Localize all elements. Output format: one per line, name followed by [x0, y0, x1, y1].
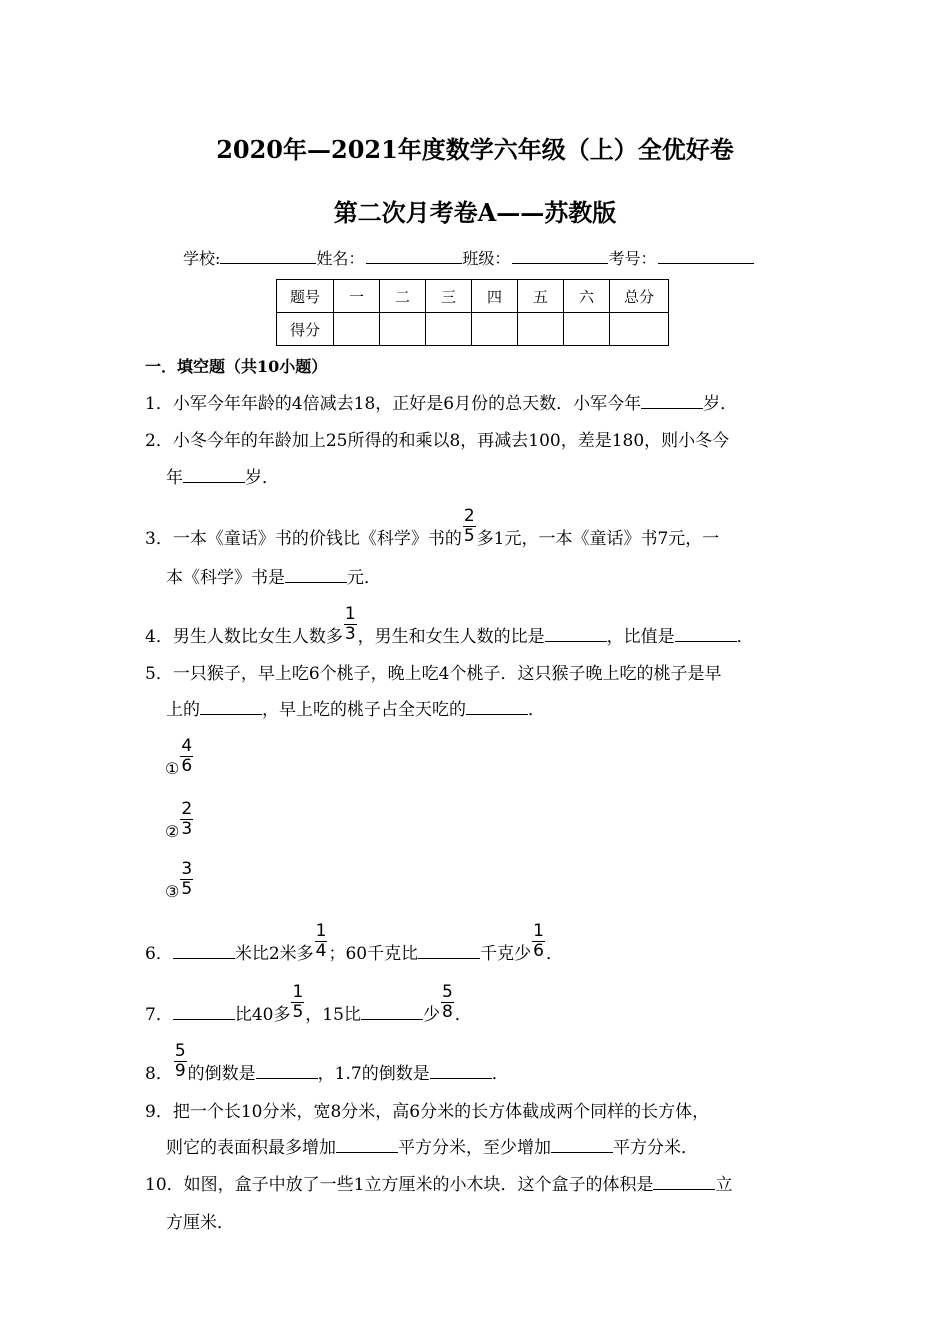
exam-subtitle: 第二次月考卷A——苏教版	[333, 198, 617, 227]
answer-blank[interactable]	[430, 1064, 492, 1079]
fraction-denominator: 5	[181, 879, 193, 899]
question-5-line2	[166, 695, 545, 720]
answer-blank[interactable]	[551, 1138, 613, 1153]
question-text: 米比2米多	[234, 944, 314, 964]
question-text: ，男生和女生人数的比是	[357, 627, 545, 647]
score-header-cell: 三	[426, 280, 472, 313]
question-text: ，比值是	[606, 627, 675, 647]
fraction-numerator: 4	[181, 736, 193, 756]
score-table-score-row	[277, 313, 669, 346]
score-cell[interactable]	[518, 313, 564, 346]
fraction-denominator: 8	[441, 1002, 453, 1022]
question-text: 6．	[145, 944, 173, 964]
question-text: ；60千克比	[328, 944, 419, 964]
fraction-denominator: 3	[344, 624, 356, 644]
fraction-numerator: 1	[315, 921, 327, 941]
school-blank[interactable]	[220, 249, 316, 264]
question-text: 少	[422, 1005, 440, 1025]
fraction-denominator: 5	[292, 1002, 304, 1022]
section-title: 一．填空题（共10小题）	[145, 357, 328, 376]
answer-blank[interactable]	[336, 1138, 398, 1153]
fraction-denominator: 6	[533, 941, 544, 961]
score-row-label: 得分	[277, 313, 334, 346]
question-text: 年	[166, 468, 183, 488]
question-5	[145, 659, 721, 684]
score-cell[interactable]	[610, 313, 669, 346]
name-blank[interactable]	[366, 249, 462, 264]
answer-blank[interactable]	[183, 468, 245, 483]
answer-blank[interactable]	[653, 1175, 715, 1190]
fraction-numerator: 1	[533, 921, 544, 941]
answer-blank[interactable]	[675, 627, 737, 642]
score-table-header-row	[277, 280, 669, 313]
option-1[interactable]	[165, 736, 194, 789]
answer-blank[interactable]	[256, 1064, 318, 1079]
question-text: ，1.7的倒数是	[317, 1064, 430, 1084]
answer-blank[interactable]	[200, 700, 262, 715]
question-text: 千克少	[480, 944, 532, 964]
question-text: 平方分米，至少增加	[398, 1138, 551, 1158]
score-header-cell: 四	[472, 280, 518, 313]
question-text: 的倒数是	[187, 1064, 256, 1084]
question-text: ．	[736, 627, 754, 647]
option-marker: ②	[165, 822, 180, 841]
question-text: 方厘米．	[166, 1213, 234, 1233]
exam-no-label: 考号：	[608, 249, 657, 268]
fraction-numerator: 5	[441, 982, 453, 1002]
option-marker: ①	[165, 759, 180, 778]
question-text: 10．如图，盒子中放了一些1立方厘米的小木块．这个盒子的体积是	[145, 1175, 654, 1195]
fraction-numerator: 1	[344, 604, 356, 624]
fraction-numerator: 1	[292, 982, 304, 1002]
question-text: 3．一本《童话》书的价钱比《科学》书的	[145, 529, 462, 549]
question-text: 本《科学》书是	[166, 568, 285, 588]
question-text: 2．小冬今年的年龄加上25所得的和乘以8，再减去100，差是180，则小冬今	[145, 431, 730, 451]
question-text: 岁．	[703, 394, 738, 414]
fraction	[463, 507, 476, 546]
question-text: 元．	[347, 568, 381, 588]
question-4	[145, 604, 754, 657]
question-text: ，15比	[305, 1005, 361, 1025]
score-header-cell: 一	[334, 280, 380, 313]
fraction	[441, 983, 454, 1022]
question-text: 8．	[145, 1064, 173, 1084]
fraction	[344, 605, 357, 644]
question-9-line2	[166, 1133, 698, 1158]
exam-no-blank[interactable]	[658, 249, 754, 264]
question-2-line2	[166, 463, 279, 488]
question-text: 立	[715, 1175, 733, 1195]
question-3	[145, 506, 720, 559]
question-text: 9．把一个长10分米，宽8分米，高6分米的长方体截成两个同样的长方体，	[145, 1102, 710, 1122]
score-header-cell: 六	[564, 280, 610, 313]
fraction-numerator: 3	[181, 859, 193, 879]
score-header-cell: 二	[380, 280, 426, 313]
fraction-denominator: 9	[174, 1061, 186, 1081]
fraction-denominator: 6	[181, 756, 193, 776]
question-text: 7．	[145, 1005, 173, 1025]
question-text: 1．小军今年年龄的4倍减去18，正好是6月份的总天数．小军今年	[145, 394, 642, 414]
score-cell[interactable]	[380, 313, 426, 346]
fraction	[532, 922, 545, 961]
question-text: 上的	[166, 700, 200, 720]
question-text: 4．男生人数比女生人数多	[145, 627, 343, 647]
answer-blank[interactable]	[418, 944, 480, 959]
class-label: 班级：	[462, 249, 511, 268]
fraction	[174, 1042, 187, 1081]
fraction	[180, 800, 193, 839]
answer-blank[interactable]	[361, 1005, 423, 1020]
question-3-line2	[166, 563, 381, 588]
fraction-denominator: 3	[181, 819, 193, 839]
question-text: 多1元，一本《童话》书7元，一	[476, 529, 720, 549]
score-cell[interactable]	[472, 313, 518, 346]
score-header-cell: 五	[518, 280, 564, 313]
fraction-numerator: 2	[181, 799, 193, 819]
name-label: 姓名：	[316, 249, 365, 268]
question-text: 5．一只猴子，早上吃6个桃子，晚上吃4个桃子．这只猴子晚上吃的桃子是早	[145, 664, 722, 684]
option-2[interactable]	[165, 799, 194, 852]
option-3[interactable]	[165, 859, 194, 912]
answer-blank[interactable]	[285, 568, 347, 583]
fraction-denominator: 4	[315, 941, 327, 961]
fraction-numerator: 5	[174, 1041, 186, 1061]
question-text: 比40多	[234, 1005, 291, 1025]
question-text: ，早上吃的桃子占全天吃的	[262, 700, 466, 720]
school-label: 学校:	[183, 249, 221, 268]
fraction-denominator: 5	[463, 526, 475, 546]
question-10	[145, 1170, 732, 1195]
fraction-numerator: 2	[463, 506, 475, 526]
question-text: ．	[454, 1005, 472, 1025]
score-cell[interactable]	[564, 313, 610, 346]
question-6	[145, 921, 563, 974]
score-header-cell: 总分	[610, 280, 669, 313]
question-9	[145, 1097, 709, 1122]
fraction	[180, 737, 193, 776]
question-text: 岁．	[245, 468, 279, 488]
question-text: ．	[528, 700, 545, 720]
student-info-row	[183, 246, 754, 269]
question-text: 平方分米．	[613, 1138, 698, 1158]
question-1	[145, 389, 737, 414]
fraction	[315, 922, 328, 961]
answer-blank[interactable]	[173, 1005, 235, 1020]
question-10-line2	[166, 1208, 234, 1233]
score-cell[interactable]	[426, 313, 472, 346]
fraction	[291, 983, 304, 1022]
question-text: ．	[491, 1064, 509, 1084]
question-7	[145, 982, 472, 1035]
answer-blank[interactable]	[641, 394, 703, 409]
answer-blank[interactable]	[545, 627, 607, 642]
question-text: ．	[545, 944, 563, 964]
answer-blank[interactable]	[173, 944, 235, 959]
answer-blank[interactable]	[466, 700, 528, 715]
question-2	[145, 426, 729, 451]
exam-title: 2020年—2021年度数学六年级（上）全优好卷	[216, 135, 734, 164]
score-header-cell: 题号	[277, 280, 334, 313]
score-table	[276, 279, 669, 346]
class-blank[interactable]	[512, 249, 608, 264]
fraction	[180, 860, 193, 899]
question-8	[145, 1041, 509, 1094]
question-text: 则它的表面积最多增加	[166, 1138, 336, 1158]
option-marker: ③	[165, 882, 180, 901]
score-cell[interactable]	[334, 313, 380, 346]
